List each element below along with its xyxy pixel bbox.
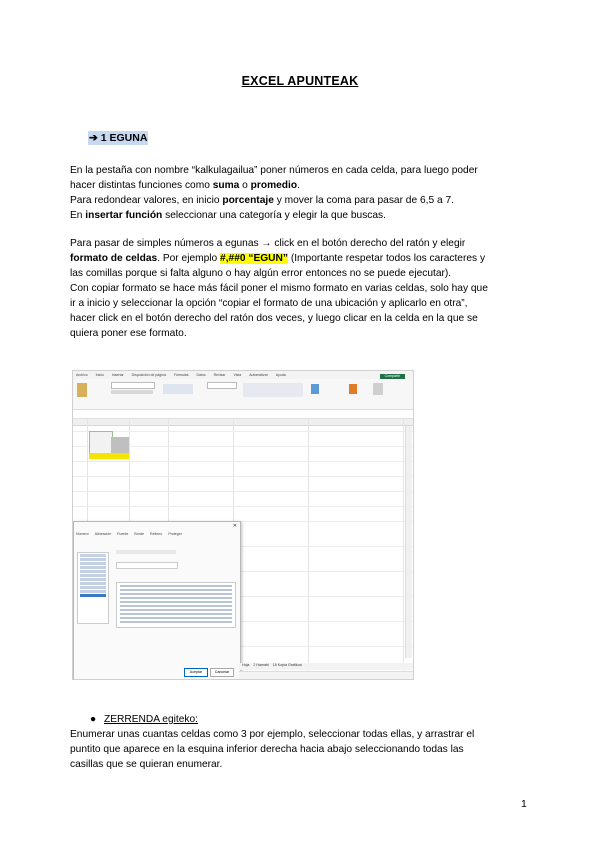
grid-line	[73, 461, 413, 462]
ribbon-tab: Datos	[196, 373, 206, 377]
type-field	[116, 562, 178, 569]
paragraph-line: En la pestaña con nombre “kalkulagailua” poner números en cada celda, para luego poder	[70, 165, 478, 176]
selected-cells	[89, 431, 129, 461]
paragraph-line: puntito que aparece en la esquina inferior derecha hacia abajo seleccionando todas las	[70, 744, 464, 755]
ribbon-tab: Ayuda	[275, 373, 286, 377]
bullet-icon: ●	[90, 714, 97, 725]
dialog-tab: Fuente	[117, 532, 129, 536]
section-heading	[88, 132, 148, 144]
paragraph-text: . Por ejemplo	[157, 253, 221, 264]
ribbon-tab: Vista	[233, 373, 242, 377]
grid-line	[73, 476, 413, 477]
bold-term-insertar-funcion: insertar función	[85, 210, 163, 221]
status-bar	[239, 671, 413, 680]
dialog-tabs	[76, 532, 187, 536]
ribbon-tab: Disposición de página	[131, 373, 166, 377]
paragraph-text: o	[239, 180, 251, 191]
paragraph-text: Para redondear valores, en inicio	[70, 195, 223, 206]
ribbon-tab: Archivo	[76, 373, 88, 377]
paragraph-line: quiera poner ese formato.	[70, 328, 187, 339]
paragraph-text: .	[297, 180, 300, 191]
sheet-tab: 16 Kopia Grafikoa	[272, 663, 302, 667]
paragraph-text: y mover la coma para pasar de 6,5 a 7.	[273, 195, 454, 206]
paragraph-text: hacer distintas funciones como	[70, 180, 213, 191]
sheet-tab: 2 Hamabi	[253, 663, 269, 667]
align-icon	[163, 384, 193, 394]
format-code: #,##0 “EGUN”	[220, 253, 288, 264]
ok-button: Aceptar	[184, 668, 208, 677]
list-heading-label: ZERRENDA egiteko:	[104, 714, 198, 725]
paragraph-intro	[70, 163, 527, 223]
excel-screenshot	[72, 370, 414, 680]
column-headers	[73, 419, 413, 426]
category-list	[77, 552, 109, 624]
font-box-icon	[111, 382, 155, 389]
page-number: 1	[521, 798, 527, 810]
dialog-tab: Alineación	[94, 532, 112, 536]
cells-icon	[311, 384, 319, 394]
ribbon-tab: Inicio	[95, 373, 104, 377]
vertical-scrollbar	[405, 426, 412, 658]
font-style-icon	[111, 390, 153, 394]
ribbon-tab: Insertar	[111, 373, 124, 377]
dialog-tab: Proteger	[168, 532, 182, 536]
sample-box	[116, 550, 176, 554]
ribbon-tab: Fórmulas	[173, 373, 189, 377]
grid-line	[403, 419, 404, 679]
paragraph-line: casillas que se quieran enumerar.	[70, 759, 223, 770]
paragraph-line: las comillas porque si falta alguno o hay algún error entonces no se puede ejecutar).	[70, 268, 452, 279]
highlighted-format-code	[220, 253, 288, 264]
type-list	[116, 582, 236, 628]
share-button: Compartir	[380, 374, 405, 380]
paragraph-line: ir a inicio y seleccionar la opción “copiar el formato de una ubicación y aplicarlo en otra”,	[70, 298, 468, 309]
number-format-icon	[207, 382, 237, 389]
ribbon-tab: Automatizar	[249, 373, 268, 377]
format-cells-dialog	[73, 521, 241, 680]
cancel-button: Cancelar	[210, 668, 234, 677]
paragraph-line: hacer click en el botón derecho del ratón dos veces, y luego clicar en la celda en la que se	[70, 313, 478, 324]
paragraph-zerrenda	[70, 727, 527, 772]
section-heading-label: 1 EGUNA	[100, 132, 148, 144]
analyze-icon	[373, 383, 383, 395]
grid-line	[73, 506, 413, 507]
paragraph-text: (Importante respetar todos los caracteres y	[288, 253, 486, 264]
paragraph-line: Enumerar unas cuantas celdas como 3 por ejemplo, seleccionar todas ellas, y arrastrar el	[70, 729, 475, 740]
bold-term-porcentaje: porcentaje	[222, 195, 274, 206]
paste-icon	[77, 383, 87, 397]
bold-term-formato-celdas: formato de celdas	[70, 253, 158, 264]
grid-line	[308, 419, 309, 679]
paragraph-text: seleccionar una categoría y elegir la que buscas.	[162, 210, 386, 221]
arrow-icon: ➔	[89, 132, 98, 144]
bold-term-suma: suma	[212, 180, 240, 191]
sort-icon	[349, 384, 357, 394]
ribbon-tab: Revisar	[213, 373, 226, 377]
ribbon-toolbar	[73, 379, 413, 410]
grid-line	[73, 491, 413, 492]
formula-bar	[73, 410, 413, 419]
bold-term-promedio: promedio	[250, 180, 298, 191]
dialog-tab: Número	[76, 532, 89, 536]
dialog-title-bar	[74, 522, 240, 532]
close-icon: ✕	[232, 523, 237, 529]
sheet-tab: Hoja	[242, 663, 250, 667]
paragraph-line: Con copiar formato se hace más fácil poner el mismo formato en varias celdas, solo hay que	[70, 283, 488, 294]
ribbon-tabs	[73, 371, 413, 379]
document-title: EXCEL APUNTEAK	[241, 74, 359, 88]
styles-icon	[243, 383, 303, 397]
section-heading-highlight	[88, 131, 148, 145]
paragraph-text: En	[70, 210, 86, 221]
paragraph-formato	[70, 236, 527, 341]
paragraph-line: Para pasar de simples números a egunas → click en el botón derecho del ratón y elegir	[70, 238, 466, 249]
dialog-tab: Borde	[134, 532, 144, 536]
sheet-tabs	[239, 663, 413, 670]
list-heading	[90, 712, 198, 727]
dialog-tab: Relleno	[150, 532, 163, 536]
